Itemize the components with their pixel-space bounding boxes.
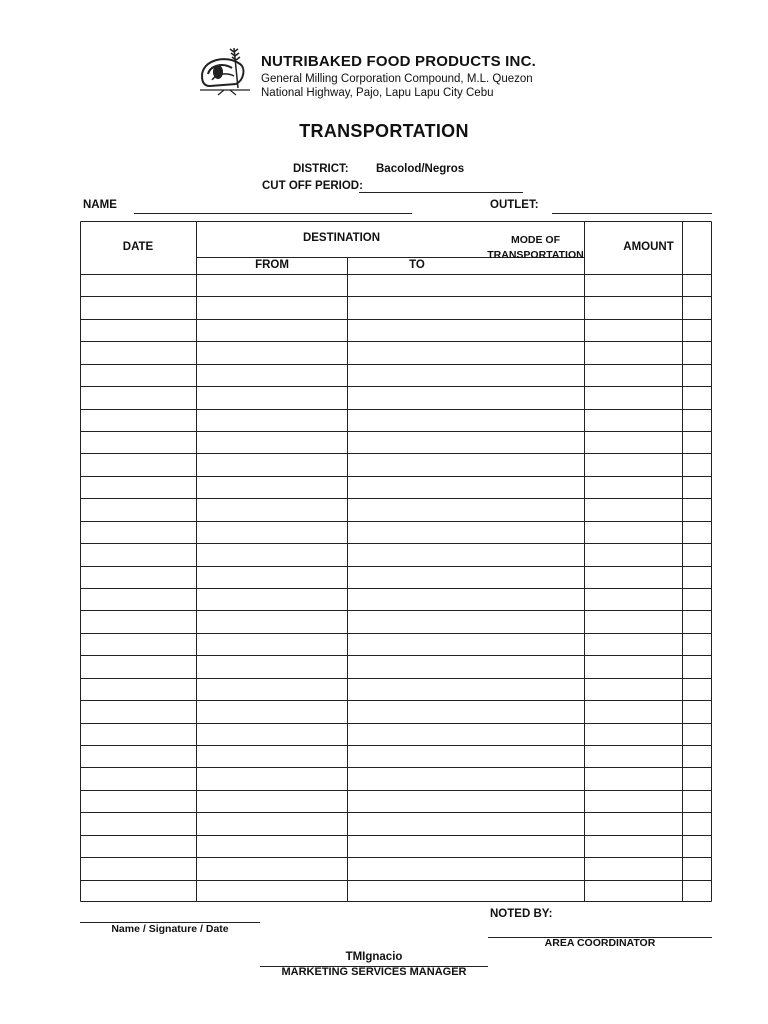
table-row[interactable] bbox=[81, 791, 711, 811]
cutoff-period-field[interactable] bbox=[359, 192, 523, 193]
form-title: TRANSPORTATION bbox=[299, 121, 469, 141]
district-value: Bacolod/Negros bbox=[376, 163, 465, 175]
district-label: DISTRICT: bbox=[293, 163, 349, 175]
name-field[interactable] bbox=[134, 213, 412, 214]
date-column-header: DATE bbox=[122, 241, 154, 253]
manager-title: MARKETING SERVICES MANAGER bbox=[281, 966, 467, 978]
area-coordinator-label: AREA COORDINATOR bbox=[544, 937, 656, 949]
table-row[interactable] bbox=[81, 611, 711, 631]
to-column-header: TO bbox=[409, 259, 425, 271]
manager-name: TMIgnacio bbox=[345, 951, 403, 963]
mode-header-line-2: TRANSPORTATION bbox=[487, 249, 584, 261]
destination-column-header: DESTINATION bbox=[302, 232, 381, 244]
table-row[interactable] bbox=[81, 320, 711, 340]
table-row[interactable] bbox=[81, 746, 711, 766]
table-row[interactable] bbox=[81, 275, 711, 295]
table-row[interactable] bbox=[81, 701, 711, 721]
table-row[interactable] bbox=[81, 858, 711, 878]
amount-column-header: AMOUNT bbox=[623, 241, 674, 253]
company-name: NUTRIBAKED FOOD PRODUCTS INC. bbox=[261, 53, 536, 70]
mode-of-transportation-header bbox=[487, 233, 584, 263]
name-label: NAME bbox=[83, 199, 117, 211]
table-row[interactable] bbox=[81, 454, 711, 474]
table-row[interactable] bbox=[81, 679, 711, 699]
table-row[interactable] bbox=[81, 881, 711, 901]
outlet-label: OUTLET: bbox=[490, 199, 539, 211]
table-row[interactable] bbox=[81, 724, 711, 744]
outlet-field[interactable] bbox=[552, 213, 712, 214]
table-row[interactable] bbox=[81, 387, 711, 407]
table-row[interactable] bbox=[81, 432, 711, 452]
table-row[interactable] bbox=[81, 297, 711, 317]
wheat-bread-logo-icon bbox=[196, 46, 256, 96]
table-row[interactable] bbox=[81, 589, 711, 609]
mode-header-line-1: MODE OF bbox=[511, 234, 560, 246]
company-address-line-2: National Highway, Pajo, Lapu Lapu City Cebu bbox=[261, 87, 494, 99]
table-row[interactable] bbox=[81, 499, 711, 519]
noted-by-label: NOTED BY: bbox=[490, 908, 553, 920]
table-row[interactable] bbox=[81, 410, 711, 430]
signature-label: Name / Signature / Date bbox=[111, 923, 229, 935]
table-row[interactable] bbox=[81, 544, 711, 564]
table-row[interactable] bbox=[81, 365, 711, 385]
table-row[interactable] bbox=[81, 813, 711, 833]
transportation-table bbox=[80, 221, 712, 902]
table-row[interactable] bbox=[81, 634, 711, 654]
company-address-line-1: General Milling Corporation Compound, M.L. Quezon bbox=[261, 73, 533, 85]
table-row[interactable] bbox=[81, 522, 711, 542]
table-row[interactable] bbox=[81, 477, 711, 497]
table-row[interactable] bbox=[81, 836, 711, 856]
table-row[interactable] bbox=[81, 656, 711, 676]
table-row[interactable] bbox=[81, 768, 711, 788]
table-row[interactable] bbox=[81, 342, 711, 362]
cutoff-period-label: CUT OFF PERIOD: bbox=[262, 180, 363, 192]
table-row[interactable] bbox=[81, 567, 711, 587]
from-column-header: FROM bbox=[255, 259, 289, 271]
